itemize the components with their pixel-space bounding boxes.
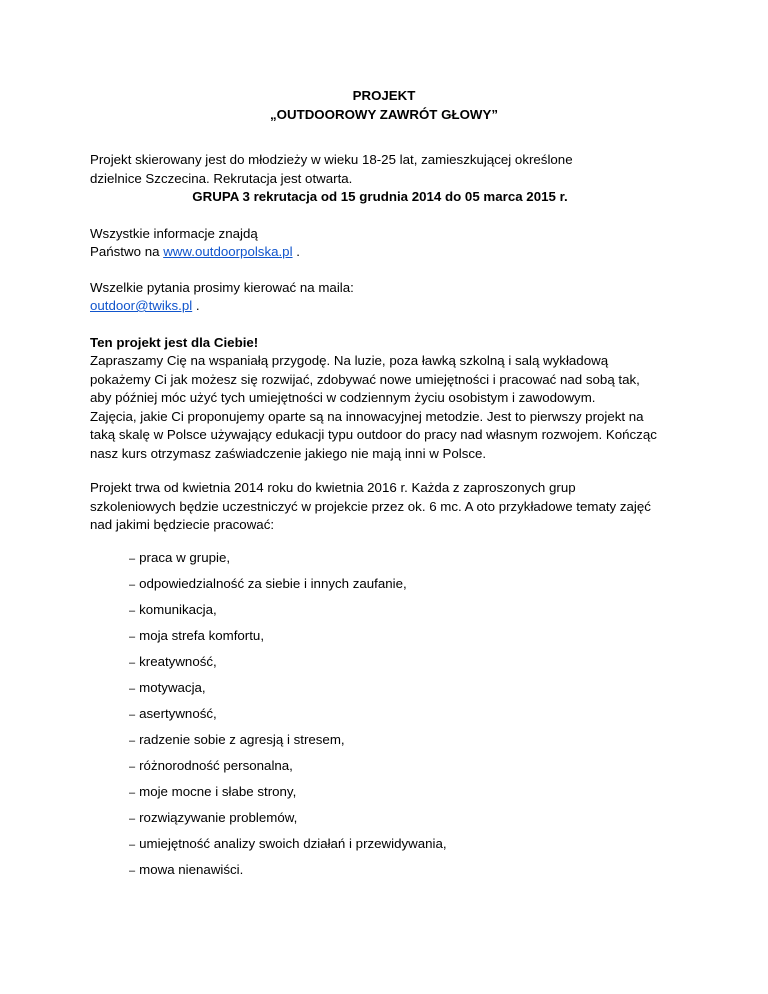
description-line: Zapraszamy Cię na wspaniałą przygodę. Na luzie, poza ławką szkolną i salą wykładową — [90, 353, 609, 368]
duration-line: szkoleniowych będzie uczestniczyć w projekcie przez ok. 6 mc. A oto przykładowe tematy zajęć — [90, 498, 651, 514]
description-line: nasz kurs otrzymasz zaświadczenie jakiego nie mają inni w Polsce. — [90, 445, 487, 461]
list-item — [129, 809, 690, 835]
list-item — [129, 627, 690, 653]
bullet-dash: – — [129, 838, 136, 851]
title-line-1: PROJEKT — [352, 88, 416, 103]
topic-label: moje mocne i słabe strony, — [139, 783, 297, 799]
bullet-dash: – — [129, 682, 136, 695]
description-line: Zajęcia, jakie Ci proponujemy oparte są na innowacyjnej metodzie. Jest to pierwszy projekt na — [90, 408, 644, 424]
list-item — [129, 783, 690, 809]
info-prefix: Państwo na — [90, 244, 164, 259]
description-line: taką skalę w Polsce używający edukacji typu outdoor do pracy nad własnym rozwojem. Kończąc — [90, 427, 657, 442]
topic-label: mowa nienawiści. — [139, 861, 244, 877]
contact-line-1: Wszelkie pytania prosimy kierować na maila: — [90, 279, 354, 295]
list-item — [129, 575, 690, 601]
duration-line: Projekt trwa od kwietnia 2014 roku do kwietnia 2016 r. Każda z zaproszonych grup — [90, 480, 576, 495]
bullet-dash: – — [129, 578, 136, 591]
bullet-dash: – — [129, 552, 136, 565]
bullet-dash: – — [129, 604, 136, 617]
bullet-dash: – — [129, 864, 136, 877]
info-paragraph — [90, 225, 690, 262]
title-line-2: „OUTDOOROWY ZAWRÓT GŁOWY” — [269, 107, 498, 122]
document-title — [0, 86, 768, 124]
topic-label: odpowiedzialność za siebie i innych zaufanie, — [139, 575, 407, 591]
topic-label: rozwiązywanie problemów, — [139, 809, 298, 825]
list-item — [129, 731, 690, 757]
recruitment-dates: GRUPA 3 rekrutacja od 15 grudnia 2014 do 05 marca 2015 r. — [192, 189, 568, 204]
document-body — [90, 151, 690, 887]
bullet-dash: – — [129, 656, 136, 669]
intro-paragraph — [90, 151, 690, 207]
list-item — [129, 679, 690, 705]
bullet-dash: – — [129, 812, 136, 825]
list-item — [129, 653, 690, 679]
bullet-dash: – — [129, 708, 136, 721]
list-item — [129, 861, 690, 887]
bullet-dash: – — [129, 786, 136, 799]
topic-label: różnorodność personalna, — [139, 757, 293, 773]
list-item — [129, 549, 690, 575]
email-suffix: . — [192, 298, 200, 313]
bullet-dash: – — [129, 760, 136, 773]
topic-label: praca w grupie, — [139, 549, 231, 565]
topic-label: komunikacja, — [139, 601, 217, 617]
info-line-1: Wszystkie informacje znajdą — [90, 225, 258, 241]
topic-label: motywacja, — [139, 679, 206, 695]
duration-line: nad jakimi będziecie pracować: — [90, 517, 275, 532]
topic-label: asertywność, — [139, 705, 217, 721]
description-line: pokażemy Ci jak możesz się rozwijać, zdobywać nowe umiejętności i pracować nad sobą tak, — [90, 371, 640, 387]
topic-label: kreatywność, — [139, 653, 217, 669]
topic-label: umiejętność analizy swoich działań i przewidywania, — [139, 835, 447, 851]
bullet-dash: – — [129, 734, 136, 747]
topics-list — [90, 549, 690, 887]
contact-paragraph — [90, 279, 690, 316]
website-link[interactable]: www.outdoorpolska.pl — [163, 244, 293, 259]
topic-label: moja strefa komfortu, — [139, 627, 265, 643]
section-heading: Ten projekt jest dla Ciebie! — [90, 334, 259, 350]
contact-line-2 — [90, 297, 690, 316]
topic-label: radzenie sobie z agresją i stresem, — [139, 731, 345, 747]
intro-line-1: Projekt skierowany jest do młodzieży w wieku 18-25 lat, zamieszkującej określone — [90, 152, 573, 167]
duration-paragraph — [90, 479, 690, 535]
description-line: aby później móc użyć tych umiejętności w codziennym życiu osobistym i zawodowym. — [90, 390, 596, 405]
info-line-2 — [90, 243, 690, 262]
email-link[interactable]: outdoor@twiks.pl — [90, 298, 193, 313]
list-item — [129, 705, 690, 731]
info-suffix: . — [292, 244, 300, 259]
list-item — [129, 601, 690, 627]
list-item — [129, 757, 690, 783]
project-description — [90, 334, 690, 464]
bullet-dash: – — [129, 630, 136, 643]
intro-line-2: dzielnice Szczecina. Rekrutacja jest otwarta. — [90, 170, 353, 186]
list-item — [129, 835, 690, 861]
